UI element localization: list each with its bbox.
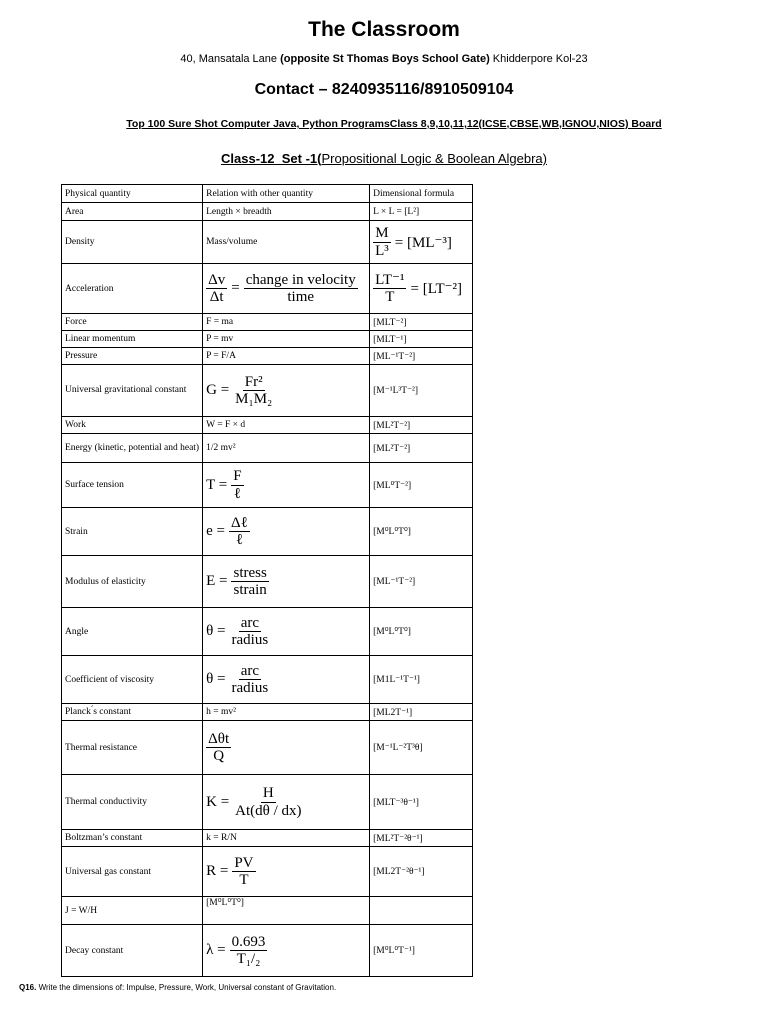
fraction [206,272,227,306]
equation-lhs: R = [206,863,229,879]
equation-lhs: K = [206,793,230,810]
header-relation: Relation with other quantity [203,185,370,203]
quantity-cell: Energy (kinetic, potential and heat) [62,434,203,463]
dimension-cell: L × L = [L²] [370,203,473,221]
table-row [62,463,473,508]
table-row [62,417,473,434]
denominator: Δt [209,289,224,305]
table-row [62,264,473,314]
relation-cell: F = ma [203,314,370,331]
numerator: PV [234,854,254,871]
fraction [232,855,255,889]
numerator: Δv [208,271,226,288]
denominator: T [239,872,249,888]
table-row [62,331,473,348]
table-header-row [62,185,473,203]
dimension-equation [373,272,462,306]
table-row [62,508,473,556]
quantity-cell: Area [62,203,203,221]
table-row [62,897,473,925]
fraction [230,934,268,968]
denominator: radius [231,632,269,648]
quantity-cell: Surface tension [62,463,203,508]
table-row [62,830,473,847]
table-row [62,608,473,656]
fraction [233,785,303,819]
dimension-cell: [M⁰L⁰T⁰] [370,608,473,656]
numerator: arc [240,662,259,679]
numerator: arc [240,614,259,631]
relation-cell [203,608,370,656]
dimension-cell: [MLT⁻³θ⁻¹] [370,775,473,830]
equation-rhs: = [ML⁻³] [394,234,452,251]
page-title: The Classroom [308,18,460,41]
table-row [62,775,473,830]
address-part2: Khidderpore Kol-23 [489,53,588,65]
equation-lhs: λ = [206,942,226,958]
relation-cell: W = F × d [203,417,370,434]
numerator: change in velocity [245,271,356,288]
dimension-cell: [ML⁻¹T⁻²] [370,556,473,608]
dimension-cell: [M⁰L⁰T⁰] [370,508,473,556]
relation-cell [203,463,370,508]
equation-rhs: = [LT⁻²] [410,281,463,297]
set-title [0,151,768,166]
denominator: ℓ [233,485,241,502]
denominator: Q [213,748,225,764]
fraction [373,272,406,306]
relation-cell [203,656,370,704]
relation-cell: P = mv [203,331,370,348]
question-text: Write the dimensions of: Impulse, Pressure, Work, Universal constant of Gravitation. [36,983,337,992]
dimension-cell: [M⁻¹L³T⁻²] [370,365,473,417]
dimension-cell: [ML⁻¹T⁻²] [370,348,473,365]
numerator: Δθt [208,730,230,747]
relation-equation [206,731,231,765]
dimensions-table [61,184,473,977]
denominator: At(dθ / dx) [235,802,302,819]
dimension-cell: [M⁰L⁰T⁻¹] [370,925,473,977]
denominator: ℓ [235,532,243,548]
quantity-cell: Universal gravitational constant [62,365,203,417]
contact-line: Contact – 8240935116/8910509104 [254,81,514,98]
table-row [62,203,473,221]
relation-equation [206,855,255,889]
table-row [62,221,473,264]
dimension-cell: [ML2T⁻²θ⁻¹] [370,847,473,897]
quantity-cell: Modulus of elasticity [62,556,203,608]
fraction [231,565,268,599]
equals-sign: = [231,280,240,296]
header-dimensional-formula: Dimensional formula [370,185,473,203]
quantity-cell: Coefficient of viscosity [62,656,203,704]
table-row [62,847,473,897]
fraction [233,374,274,408]
address-landmark: (opposite St Thomas Boys School Gate) [280,53,490,65]
dimension-equation [373,225,452,259]
set-title-rest: Propositional Logic & Boolean Algebra) [321,151,547,166]
table-row [62,925,473,977]
dimension-cell: [M1L⁻¹T⁻¹] [370,656,473,704]
relation-cell: Length × breadth [203,203,370,221]
address [0,53,768,65]
numerator: H [262,785,274,801]
relation-cell: k = R/N [203,830,370,847]
denominator: strain [233,582,267,598]
denominator: L³ [375,242,389,259]
relation-equation [206,468,243,502]
relation-cell: 1/2 mv² [203,434,370,463]
quantity-cell: Strain [62,508,203,556]
quantity-cell: Thermal resistance [62,721,203,775]
quantity-cell: J = W/H [62,897,203,925]
quantity-cell: Work [62,417,203,434]
denominator: M₁M₂ [235,391,273,407]
quantity-cell: Boltzman’s constant [62,830,203,847]
dimension-cell [370,221,473,264]
quantity-cell: Angle [62,608,203,656]
relation-cell [203,721,370,775]
denominator: radius [231,680,269,696]
numerator: LT⁻¹ [375,271,405,288]
dimension-cell: [MLT⁻²] [370,314,473,331]
relation-equation [206,663,270,697]
equation-lhs: θ = [206,623,226,639]
dimension-cell: [ML⁰T⁻²] [370,463,473,508]
dimension-cell: [ML²T⁻²] [370,434,473,463]
dimension-cell [370,264,473,314]
fraction [230,663,271,697]
relation-equation [206,374,274,408]
quantity-cell: Force [62,314,203,331]
equation-lhs: T = [206,476,228,493]
relation-equation [206,565,269,599]
set-title-bold: Class-12_Set -1( [221,151,322,166]
quantity-cell: Acceleration [62,264,203,314]
table-row [62,348,473,365]
denominator: time [287,289,315,305]
table-row [62,434,473,463]
fraction [373,225,391,259]
quantity-cell: Decay constant [62,925,203,977]
relation-equation [206,785,303,819]
quantity-cell: Thermal conductivity [62,775,203,830]
relation-equation [206,272,358,306]
table-row [62,556,473,608]
relation-cell [203,556,370,608]
fraction [229,515,250,549]
table-row [62,365,473,417]
relation-cell: h = mv² [203,704,370,721]
relation-equation [206,515,250,549]
table-row [62,656,473,704]
relation-cell [203,847,370,897]
relation-cell: [M⁰L⁰T⁰] [203,897,370,925]
fraction [244,272,358,306]
numerator: F [233,468,242,484]
dimension-cell: [ML²T⁻²θ⁻¹] [370,830,473,847]
equation-lhs: e = [206,523,225,539]
quantity-cell: Density [62,221,203,264]
relation-cell [203,925,370,977]
equation-lhs: G = [206,382,230,398]
relation-equation [206,615,270,649]
question-16 [19,983,336,992]
quantity-cell: Linear momentum [62,331,203,348]
subtitle: Top 100 Sure Shot Computer Java, Python ProgramsClass 8,9,10,11,12(ICSE,CBSE,WB,IGNOU,NIOS) Board [126,118,662,130]
relation-cell [203,775,370,830]
question-label: Q16. [19,983,37,992]
relation-cell: P = F/A [203,348,370,365]
numerator: M [375,225,389,241]
quantity-cell: Universal gas constant [62,847,203,897]
fraction [231,468,243,502]
dimension-cell: [ML2T⁻¹] [370,704,473,721]
denominator: T [385,289,395,305]
fraction [230,615,271,649]
equation-lhs: E = [206,573,228,589]
dimension-cell: [MLT⁻¹] [370,331,473,348]
denominator: T₁/₂ [236,951,261,967]
table-row [62,704,473,721]
numerator: 0.693 [231,933,266,950]
dimension-cell [370,897,473,925]
quantity-cell: Pressure [62,348,203,365]
equation-lhs: θ = [206,671,226,687]
relation-cell: Mass/volume [203,221,370,264]
relation-cell [203,264,370,314]
quantity-cell: Planck ́s constant [62,704,203,721]
fraction [206,731,231,765]
relation-cell [203,508,370,556]
dimension-cell: [M⁻¹L⁻²T³θ] [370,721,473,775]
numerator: stress [233,564,267,581]
header-physical-quantity: Physical quantity [62,185,203,203]
dimension-cell: [ML²T⁻²] [370,417,473,434]
table-row [62,721,473,775]
relation-equation [206,934,267,968]
address-part1: 40, Mansatala Lane [180,53,281,65]
numerator: Δℓ [230,514,248,531]
relation-cell [203,365,370,417]
table-row [62,314,473,331]
numerator: Fr² [244,373,263,390]
